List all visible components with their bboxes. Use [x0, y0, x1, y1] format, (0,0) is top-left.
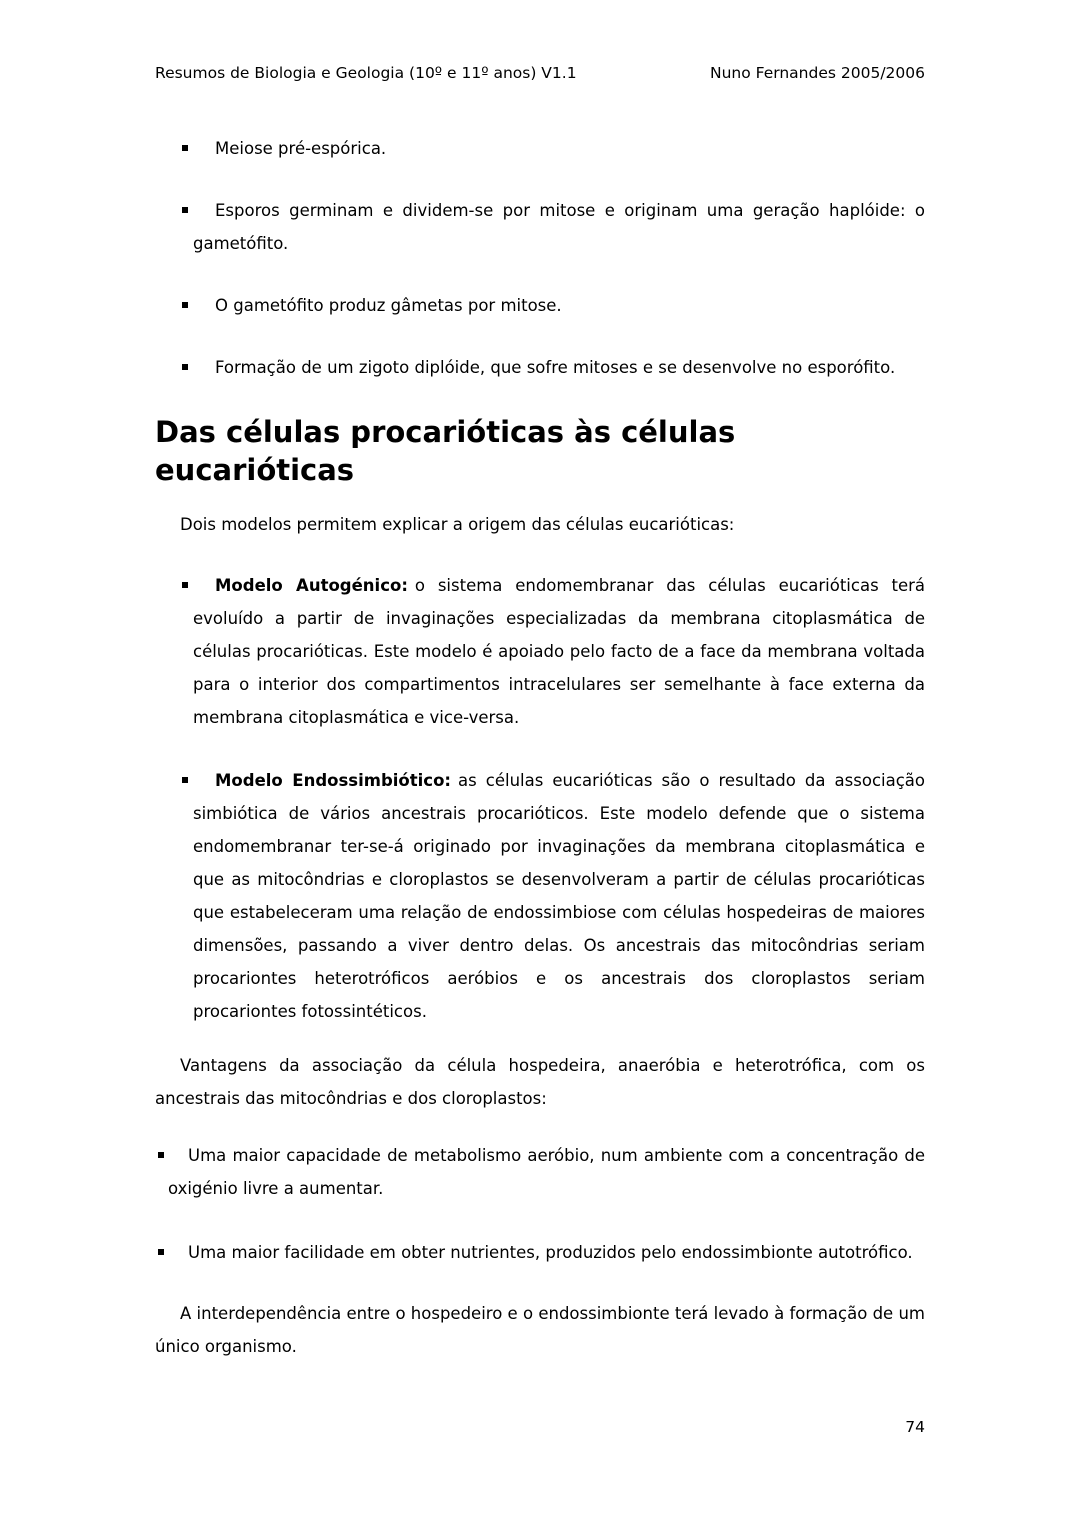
models-bullet-list [155, 569, 925, 1028]
intro-bullet-list [155, 132, 925, 384]
bullet-text: Esporos germinam e dividem-se por mitose e originam uma geração haplóide: o gametófito. [193, 201, 925, 253]
bullet-square-icon [182, 364, 188, 370]
page-number: 74 [905, 1418, 925, 1436]
bullet-lead-bold: Modelo Endossimbiótico: [215, 771, 452, 790]
list-item-model-autogenico [155, 569, 925, 734]
header-document-title: Resumos de Biologia e Geologia (10º e 11º anos) V1.1 [155, 64, 577, 82]
list-item [155, 1236, 925, 1269]
bullet-text: as células eucarióticas são o resultado da associação simbiótica de vários ancestrais procarióticos. Este modelo defende que o sistema endomembranar ter-se-á originado por invaginações da membrana citoplasmática e que as mitocôndrias e cloroplastos se desenvolveram a partir de células procarióticas que estabeleceram uma relação de endossimbiose com células hospedeiras de maiores dimensões, passando a viver dentro delas. Os ancestrais das mitocôndrias seriam procariontes heterotróficos aeróbios e os ancestrais dos cloroplastos seriam procariontes fotossintéticos. [193, 771, 925, 1021]
page-footer [905, 1416, 925, 1438]
bullet-text: Uma maior capacidade de metabolismo aeróbio, num ambiente com a concentração de oxigénio livre a aumentar. [168, 1146, 925, 1198]
bullet-square-icon [158, 1249, 164, 1255]
bullet-text: Uma maior facilidade em obter nutrientes, produzidos pelo endossimbionte autotrófico. [188, 1243, 913, 1262]
bullet-square-icon [182, 207, 188, 213]
bullet-square-icon [182, 302, 188, 308]
list-item [155, 351, 925, 384]
bullet-text: o sistema endomembranar das células eucarióticas terá evoluído a partir de invaginações especializadas da membrana citoplasmática de células procarióticas. Este modelo é apoiado pelo facto de a face da membrana voltada para o interior dos compartimentos intracelulares ser semelhante à face externa da membrana citoplasmática e vice-versa. [193, 576, 925, 727]
list-item-model-endossimbiotico [155, 764, 925, 1028]
advantages-intro-paragraph: Vantagens da associação da célula hospedeira, anaeróbia e heterotrófica, com os ancestrais das mitocôndrias e dos cloroplastos: [155, 1056, 925, 1108]
closing-paragraph: A interdependência entre o hospedeiro e o endossimbionte terá levado à formação de um único organismo. [155, 1304, 925, 1356]
list-item [155, 1139, 925, 1205]
list-item [155, 132, 925, 165]
list-item [155, 289, 925, 322]
bullet-square-icon [182, 582, 188, 588]
bullet-text: Formação de um zigoto diplóide, que sofre mitoses e se desenvolve no esporófito. [215, 358, 896, 377]
bullet-square-icon [158, 1152, 164, 1158]
page-header [155, 64, 925, 83]
header-author: Nuno Fernandes 2005/2006 [710, 64, 925, 82]
bullet-square-icon [182, 777, 188, 783]
bullet-text: Meiose pré-espórica. [215, 139, 387, 158]
section-title: Das células procarióticas às células eucarióticas [155, 415, 736, 487]
bullet-square-icon [182, 145, 188, 151]
list-item [155, 194, 925, 260]
section-intro-paragraph: Dois modelos permitem explicar a origem das células eucarióticas: [180, 515, 735, 534]
bullet-lead-bold: Modelo Autogénico: [215, 576, 408, 595]
bullet-text: O gametófito produz gâmetas por mitose. [215, 296, 562, 315]
advantages-bullet-list [155, 1139, 925, 1269]
